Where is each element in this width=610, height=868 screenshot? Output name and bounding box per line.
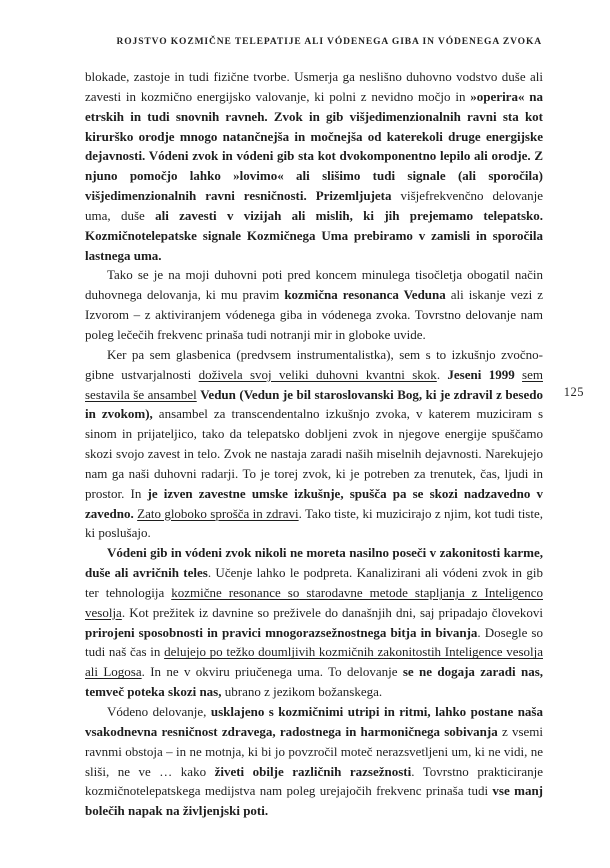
text-run: . Dosegle so tudi naš čas in — [85, 624, 543, 660]
text-run: ansambel za transcendentalno izkušnjo zvoka, v katerem muziciram s sinom in prijateljico, tako da telepatsko dobljeni zvok in njegove energije spuščamo skozi svojo zavest in telo. Zvok ne nastaja zaradi naših miselnih dejavnosti. Narekujejo nam ga naši duhovni radarji. To je torej zvok, ki je potreben za trenutek, čas, ljudi in prostor. In — [85, 406, 544, 501]
paragraph — [85, 265, 543, 344]
text-run: ali zavesti v vizijah ali mislih, ki jih prejemamo telepatsko. Kozmičnotelepatske signale Kozmičnega Uma prebiramo v zamisli in sporočila lastnega uma. — [85, 207, 543, 263]
text-run: . Kot prežitek iz davnine so preživele do današnjih dni, saj pripadajo človekovi — [121, 604, 543, 620]
paragraph — [85, 345, 543, 543]
text-run: . Učenje lahko le podpreta. Kanalizirani ali vódeni zvok in gib ter tehnologija — [85, 565, 543, 600]
text-run: višjefrekvenčno delovanje uma, duše — [85, 188, 543, 223]
text-run: Vódeni gib in vódeni zvok nikoli ne moreta nasilno poseči v zakonitosti karme, duše ali avričnih teles — [85, 545, 543, 581]
paragraph — [85, 67, 543, 265]
text-run: Jeseni 1999 — [447, 366, 523, 382]
text-run: usklajeno s kozmičnimi utripi in ritmi, lahko postane naša vsakodnevna resničnost zdravega, radostnega in harmoničnega sobivanja — [85, 704, 543, 739]
text-run: . Tako tiste, ki muzicirajo z njim, kot tudi tiste, ki poslušajo. — [85, 505, 543, 541]
text-run: Tako se je na moji duhovni poti pred koncem minulega tisočletja obogatil način duhovnega delovanja, ki mu pravim — [85, 267, 543, 303]
text-run: . Tovrstno prakticiranje kozmičnotelepatskega medijstva nam poleg urejajočih frekvenc prinaša tudi — [85, 763, 544, 799]
text-run: doživela svoj veliki duhovni kvantni skok — [198, 366, 437, 382]
text-run: je izven zavestne umske izkušnje, spušča pa se skozi nadzavedno v zavedno. — [85, 485, 543, 521]
text-run: delujejo po težko doumljivih kozmičnih zakonitostih Inteligence vesolja ali Logosa — [85, 644, 544, 680]
text-run: se ne dogaja zaradi nas, temveč poteka skozi nas, — [85, 664, 544, 700]
running-head: ROJSTVO KOZMIČNE TELEPATIJE ALI VÓDENEGA GIBA IN VÓDENEGA ZVOKA — [116, 37, 542, 47]
text-run: . — [436, 366, 448, 382]
paragraph — [85, 702, 543, 821]
text-run: sem sestavila še ansambel — [85, 366, 543, 402]
body-text — [85, 67, 543, 821]
text-run: prirojeni sposobnosti in pravici mnogorazsežnostnega bitja in bivanja — [85, 624, 478, 640]
text-run: ali iskanje vezi z Izvorom – z aktiviranjem vódenega giba in vódenega zvoka. Tovrstno delovanje nam poleg lečečih frekvenc prinaša tudi notranji mir in globoke uvide. — [85, 287, 543, 342]
text-run: vse manj bolečih napak na življenjski poti. — [85, 783, 544, 819]
text-run: kozmična resonanca Veduna — [284, 287, 451, 303]
text-run: »operira« na etrskih in tudi snovnih ravneh. Zvok in gib višjedimenzionalnih ravni sta kot kirurško orodje mnogo natančnejša in močnejša od katerekoli druge energijske dejavnosti. Vódeni zvok in vódeni gib sta kot dvokomponentno lepilo ali orodje. Z njuno pomočjo lahko »lovimo« ali slišimo tudi signale (ali sporočila) višjedimenzionalnih ravni resničnosti. Prizemljujeta — [85, 88, 543, 204]
text-run: ubrano z jezikom božanskega. — [221, 684, 383, 700]
text-run: Vódeno delovanje, — [107, 704, 211, 719]
text-run: . In ne v okviru priučenega uma. To delovanje — [141, 664, 403, 680]
text-run: Vedun (Vedun je bil staroslovanski Bog, ki je zdravil z besedo in zvokom), — [85, 386, 543, 422]
text-run: živeti obilje različnih razsežnosti — [214, 763, 412, 779]
page-number: 125 — [563, 385, 584, 399]
text-run: Ker pa sem glasbenica (predvsem instrumentalistka), sem s to izkušnjo zvočno-gibne ustvarjalnosti — [85, 346, 543, 382]
paragraph — [85, 543, 543, 702]
text-run: kozmične resonance so starodavne metode stapljanja z Inteligenco vesolja — [85, 584, 544, 620]
text-run: blokade, zastoje in tudi fizične tvorbe. Usmerja ga neslišno duhovno vodstvo duše ali zavesti in kozmično energijsko valovanje, ki polni z nevidno močjo in — [85, 69, 543, 104]
text-run: z vsemi ravnmi obstoja – in ne motnja, ki bi jo povzročil moteč nerazsvetljeni um, ki ne vidi, ne sliši, ne ve … kako — [85, 723, 543, 779]
text-run: Zato globoko sprošča in zdravi — [137, 505, 299, 521]
